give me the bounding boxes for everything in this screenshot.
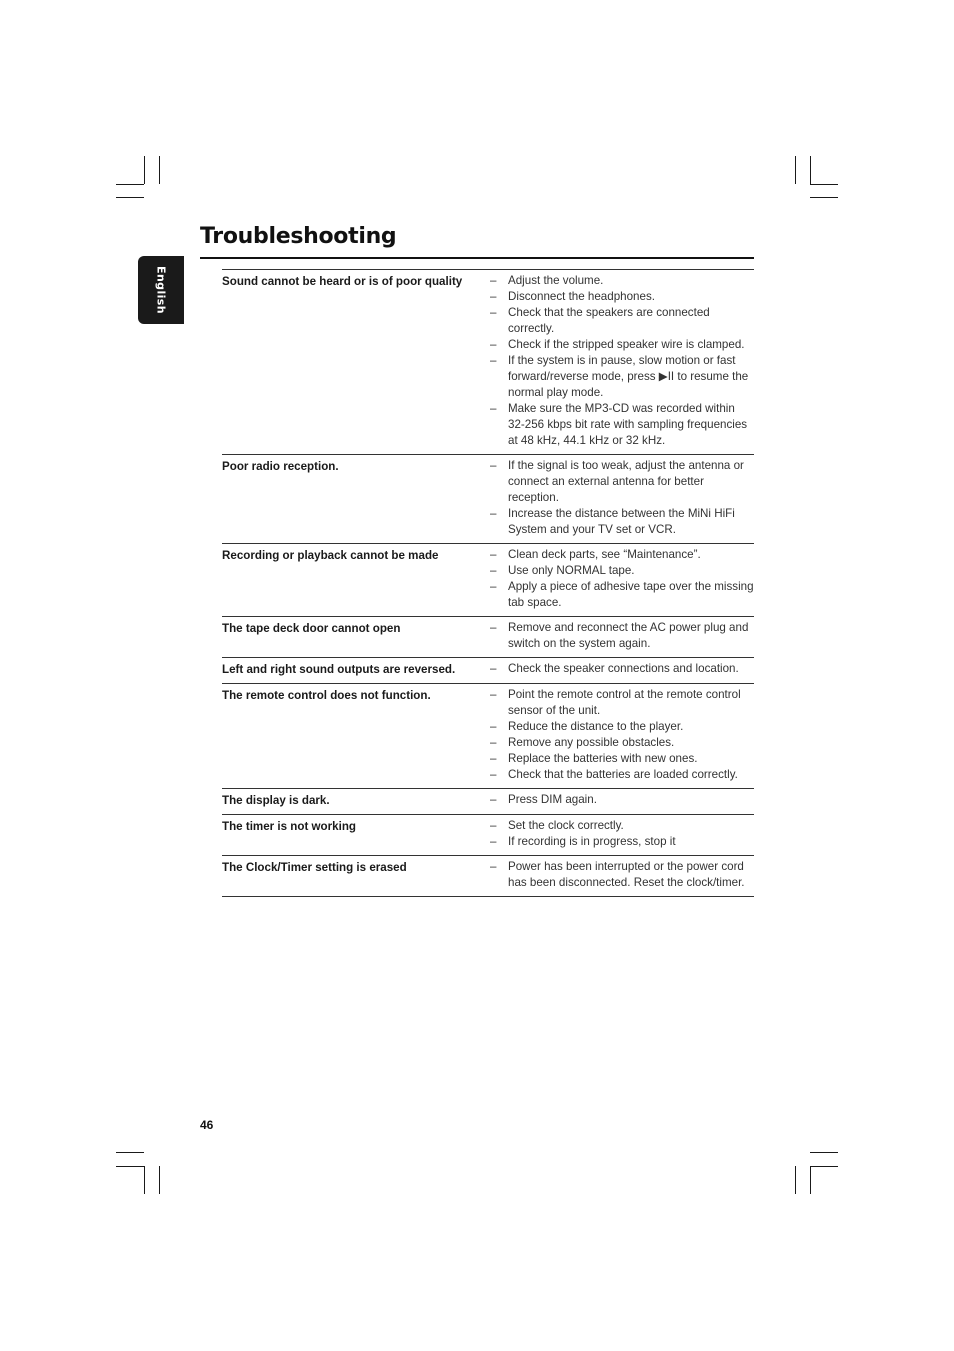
- remedy-list: [482, 458, 754, 538]
- crop-mark: [810, 1166, 811, 1194]
- problem-text: The remote control does not function.: [222, 689, 431, 702]
- remedy-list: [482, 687, 754, 783]
- crop-mark: [810, 1152, 838, 1153]
- remedy-item: – Use only NORMAL tape.: [490, 563, 754, 579]
- remedy-list: [482, 273, 754, 449]
- table-row: [222, 815, 754, 856]
- page-number: 46: [200, 1118, 214, 1132]
- table-row: [222, 658, 754, 684]
- remedy-item: – Clean deck parts, see “Maintenance”.: [490, 547, 754, 563]
- crop-mark: [144, 1166, 145, 1194]
- remedy-item: – Check that the speakers are connected correctly.: [490, 305, 754, 337]
- crop-mark: [159, 1166, 160, 1194]
- table-row: [222, 544, 754, 617]
- remedy-item: – Remove any possible obstacles.: [490, 735, 754, 751]
- problem-text: Poor radio reception.: [222, 460, 339, 473]
- crop-mark: [795, 1166, 796, 1194]
- crop-mark: [116, 1152, 144, 1153]
- problem-text: The timer is not working: [222, 820, 356, 833]
- table-row: [222, 789, 754, 815]
- crop-mark: [116, 197, 144, 198]
- table-row: [222, 684, 754, 789]
- crop-mark: [795, 156, 796, 184]
- remedy-item: – If the system is in pause, slow motion or fast forward/reverse mode, press ▶II to resume the normal play mode.: [490, 353, 754, 401]
- crop-mark: [810, 156, 811, 184]
- remedy-item: – Reduce the distance to the player.: [490, 719, 754, 735]
- remedy-item: – Make sure the MP3-CD was recorded within 32-256 kbps bit rate with sampling frequencies at 48 kHz, 44.1 kHz or 32 kHz.: [490, 401, 754, 449]
- remedy-item: – Adjust the volume.: [490, 273, 754, 289]
- remedy-item: – Remove and reconnect the AC power plug and switch on the system again.: [490, 620, 754, 652]
- problem-text: The tape deck door cannot open: [222, 622, 401, 635]
- remedy-item: – Increase the distance between the MiNi HiFi System and your TV set or VCR.: [490, 506, 754, 538]
- crop-mark: [116, 184, 144, 185]
- remedy-item: – If the signal is too weak, adjust the antenna or connect an external antenna for better reception.: [490, 458, 754, 506]
- crop-mark: [810, 197, 838, 198]
- table-row: [222, 617, 754, 658]
- remedy-item: – Check the speaker connections and location.: [490, 661, 754, 677]
- problem-text: The display is dark.: [222, 794, 330, 807]
- remedy-list: [482, 547, 754, 611]
- problem-text: Left and right sound outputs are reversed.: [222, 663, 456, 676]
- title-rule: [200, 257, 754, 259]
- crop-mark: [116, 1166, 144, 1167]
- remedy-item: – Power has been interrupted or the power cord has been disconnected. Reset the clock/timer.: [490, 859, 754, 891]
- remedy-list: [482, 792, 754, 809]
- remedy-item: – Check that the batteries are loaded correctly.: [490, 767, 754, 783]
- table-row: [222, 856, 754, 897]
- remedy-item: – Set the clock correctly.: [490, 818, 754, 834]
- remedy-list: [482, 661, 754, 678]
- page-title: Troubleshooting: [200, 224, 397, 249]
- troubleshooting-table: [222, 269, 754, 897]
- remedy-item: – Press DIM again.: [490, 792, 754, 808]
- remedy-item: – Check if the stripped speaker wire is clamped.: [490, 337, 754, 353]
- remedy-item: – Apply a piece of adhesive tape over the missing tab space.: [490, 579, 754, 611]
- table-row: [222, 455, 754, 544]
- language-tab: [138, 256, 184, 324]
- problem-text: The Clock/Timer setting is erased: [222, 861, 407, 874]
- remedy-item: – Point the remote control at the remote control sensor of the unit.: [490, 687, 754, 719]
- remedy-item: – Replace the batteries with new ones.: [490, 751, 754, 767]
- crop-mark: [810, 1166, 838, 1167]
- table-row: [222, 270, 754, 455]
- remedy-list: [482, 818, 754, 850]
- problem-text: Sound cannot be heard or is of poor quality: [222, 275, 463, 288]
- remedy-item: – If recording is in progress, stop it: [490, 834, 754, 850]
- crop-mark: [144, 156, 145, 184]
- remedy-list: [482, 620, 754, 652]
- crop-mark: [159, 156, 160, 184]
- problem-text: Recording or playback cannot be made: [222, 549, 439, 562]
- remedy-list: [482, 859, 754, 891]
- remedy-item: – Disconnect the headphones.: [490, 289, 754, 305]
- language-tab-label: English: [154, 266, 168, 314]
- crop-mark: [810, 184, 838, 185]
